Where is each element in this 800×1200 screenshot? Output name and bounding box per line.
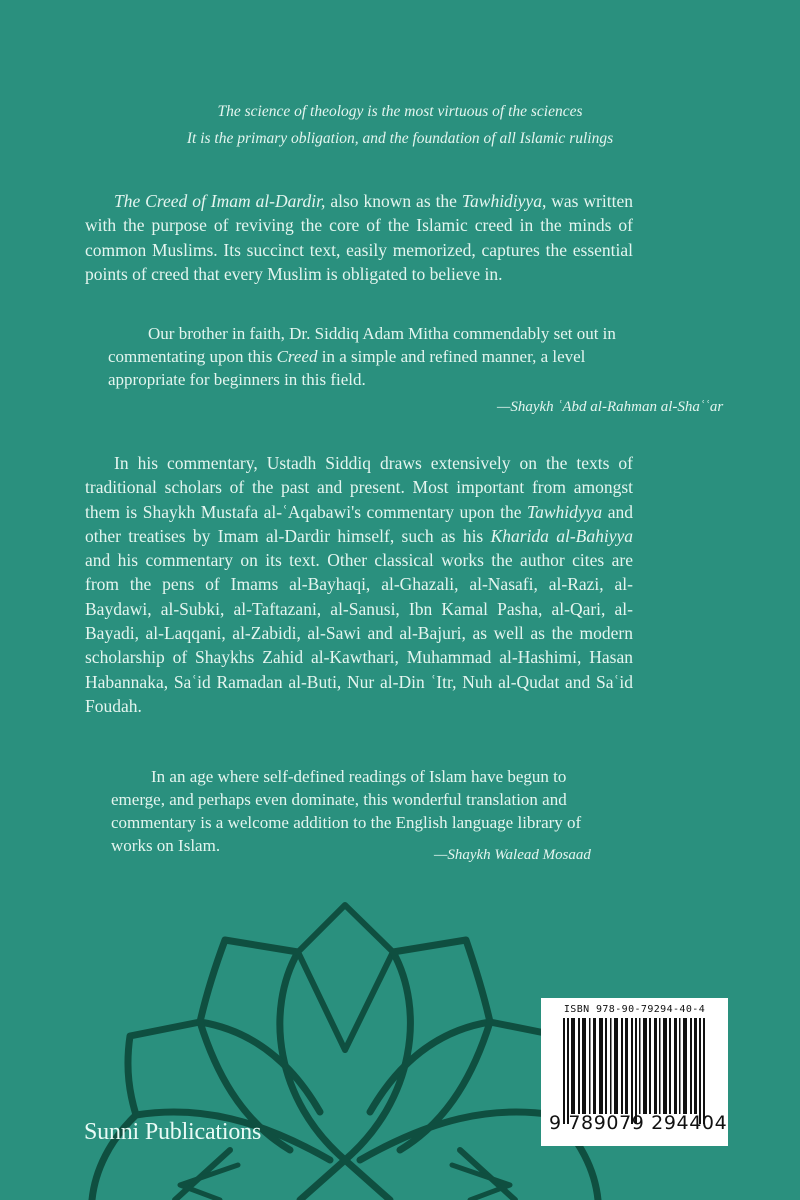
barcode-digits-group-2: 294404 — [651, 1112, 728, 1134]
epigraph — [100, 98, 700, 152]
commentary-paragraph — [85, 451, 633, 718]
intro-paragraph — [85, 189, 633, 287]
quote1-text-1: Our brother in faith, Dr. Siddiq Adam Mitha commendably set out in commentating upon this — [108, 324, 616, 366]
endorsement-quote-2 — [111, 765, 621, 857]
quote1-text-2: in a simple and refined manner, a level appropriate for beginners in this field. — [108, 347, 586, 389]
quote1-attribution: —Shaykh ʿAbd al-Rahman al-Shaʿʿar — [497, 399, 724, 415]
barcode-digits — [549, 1112, 727, 1134]
intro-text-1: also known as the — [325, 191, 462, 211]
isbn-label: ISBN 978-90-79294-40-4 — [563, 1004, 706, 1015]
quote2-attribution: —Shaykh Walead Mosaad — [434, 847, 591, 863]
quote1-italic: Creed — [276, 347, 318, 366]
barcode-digit-first: 9 — [549, 1112, 562, 1134]
commentary-text-1: In his commentary, Ustadh Siddiq draws extensively on the texts of traditional scholars of the past and present. Most important from amongst them is Shaykh Mustafa al-ʿAqabawi's commentary upon the — [85, 453, 633, 522]
commentary-text-2: and other treatises by Imam al-Dardir himself, such as his — [85, 501, 633, 546]
isbn-barcode — [541, 998, 728, 1146]
endorsement-quote-1 — [108, 322, 628, 391]
barcode-digits-group-1: 789079 — [568, 1112, 645, 1134]
commentary-text-3: and his commentary on its text. Other classical works the author cites are from the pens of Imams al-Bayhaqi, al-Ghazali, al-Nasafi, al-Razi, al-Baydawi, al-Subki, al-Taftazani, al-Sanusi, Ibn Kamal Pasha, al-Qari, al-Bayadi, al-Laqqani, al-Zabidi, al-Sawi and al-Bajuri, as well as the modern scholarship of Shaykhs Zahid al-Kawthari, Muhammad al-Hashimi, Hasan Habannaka, Saʿid Ramadan al-Buti, Nur al-Din ʿItr, Nuh al-Qudat and Saʿid Foudah. — [85, 550, 633, 716]
epigraph-line-2: It is the primary obligation, and the foundation of all Islamic rulings — [186, 130, 614, 147]
book-title: The Creed of Imam al-Dardir, — [114, 191, 326, 211]
book-alt-title: Tawhidiyya — [461, 191, 542, 211]
intro-text-2: , was written with the purpose of reviving the core of the Islamic creed in the minds of common Muslims. Its succinct text, easily memorized, captures the essential points of creed that every Muslim is obligated to believe in. — [85, 191, 633, 285]
commentary-italic-1: Tawhidyya — [526, 501, 603, 522]
epigraph-line-1: The science of theology is the most virtuous of the sciences — [217, 103, 583, 120]
quote2-text: In an age where self-defined readings of Islam have begun to emerge, and perhaps even dominate, this wonderful translation and commentary is a welcome addition to the English language library of works on Islam. — [111, 767, 582, 855]
commentary-italic-2: Kharida al-Bahiyya — [490, 525, 634, 546]
publisher-name: Sunni Publications — [84, 1119, 262, 1145]
